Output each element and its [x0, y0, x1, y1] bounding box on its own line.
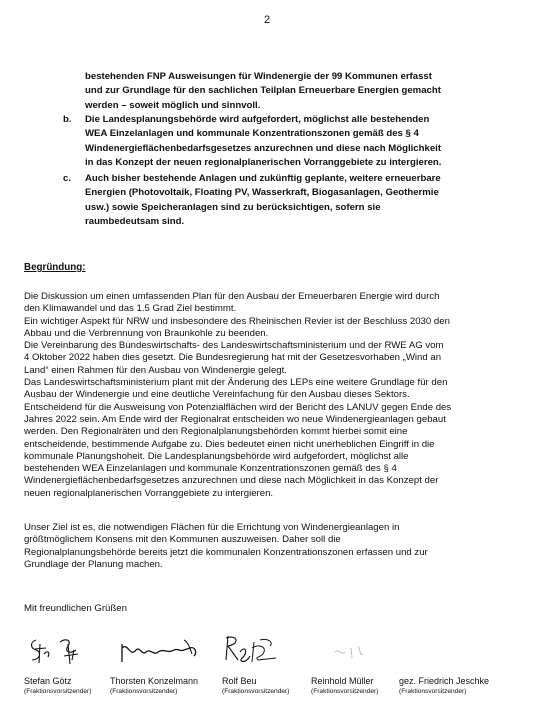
signature-thorsten-konzelmann	[118, 630, 210, 670]
text-line: Grundlage der Planung machen.	[24, 558, 163, 570]
list-item-c	[85, 172, 503, 229]
signatory-name: gez. Friedrich Jeschke	[399, 676, 490, 686]
text-line: raumbedeutsam sind.	[85, 215, 185, 227]
text-line: Entscheidend für die Ausweisung von Potenzialflächen wird der Bericht des LANUV gegen Ende des	[24, 401, 452, 413]
signature-stefan-goetz	[26, 630, 90, 670]
signatory-role: (Fraktionsvorsitzender)	[222, 688, 290, 695]
text-line: den Klimawandel und das 1.5 Grad Ziel bestimmt.	[24, 303, 237, 315]
signatory-name: Thorsten Konzelmann	[110, 676, 199, 686]
signature-reinhold-mueller	[325, 630, 375, 670]
text-line: bestehenden FNP Ausweisungen für Windenergie der 99 Kommunen erfasst	[85, 71, 432, 82]
text-line: Die Landesplanungsbehörde wird aufgefordert, möglichst alle bestehenden	[85, 114, 430, 125]
signatory-role: (Fraktionsvorsitzender)	[311, 688, 379, 695]
ziel-paragraph	[24, 522, 506, 571]
begruendung-paragraph	[24, 291, 506, 500]
text-line: Regionalplanungsbehörde bereits jetzt die kommunalen Konzentrationszonen erfassen und zur	[24, 546, 428, 558]
text-line: Abbau und die Verbrennung von Braunkohle zu beenden.	[24, 327, 269, 339]
signature-rolf-beu	[220, 630, 282, 670]
text-line: Das Landeswirtschaftsministerium plant mit der Änderung des LEPs eine weitere Grundlage für den	[24, 377, 448, 389]
signatory-role: (Fraktionsvorsitzender)	[24, 688, 92, 695]
list-item-b	[85, 113, 503, 170]
text-line: Energien (Photovoltaik, Floating PV, Wasserkraft, Biogasanlagen, Geothermie	[85, 187, 439, 199]
section-heading: Begründung:	[24, 262, 86, 273]
text-line: Auch bisher bestehende Anlagen und zukünftig geplante, weitere erneuerbare	[85, 173, 441, 184]
text-line: Die Vereinbarung des Bundeswirtschafts- des Landeswirtschaftsministerium und der RWE AG vom	[24, 340, 444, 352]
signatory-name: Reinhold Müller	[311, 676, 374, 686]
text-line: werden – soweit möglich und sinnvoll.	[85, 99, 261, 111]
text-line: Windenergieflächenbedarfsgesetzes anzurechnen und diese nach Möglichkeit in das Konzept der	[24, 475, 439, 487]
text-line: Windenergieflächenbedarfsgesetzes anzurechnen und diese nach Möglichkeit	[85, 142, 442, 154]
text-line: größtmöglichem Konsens mit den Kommunen auszuweisen. Daher soll die	[24, 534, 341, 546]
text-line: in das Konzept der neuen regionalplanerischen Vorranggebiete zu intergieren.	[85, 156, 442, 168]
signatory-name: Rolf Beu	[222, 676, 257, 686]
text-line: Ausbau der Windenergie und eine deutliche Vereinfachung für den Ausbau dieses Sektors.	[24, 389, 410, 401]
text-line: bestehenden WEA Einzelanlagen und kommunale Konzentrationszonen gemäß des § 4	[24, 463, 397, 475]
text-line: neuen regionalplanerischen Vorranggebiete zu intergieren.	[24, 487, 274, 499]
text-line: usw.) sowie Speicheranlagen sind zu berücksichtigen, sofern sie	[85, 201, 381, 213]
text-line: Unser Ziel ist es, die notwendigen Flächen für die Errichtung von Windenergieanlagen in	[24, 522, 400, 533]
text-line: Jahres 2022 sein. Am Ende wird der Regionalrat entscheiden wo neue Windenergieanlagen gebaut	[24, 413, 446, 425]
text-line: entscheidende, bestimmende Aufgabe zu. Dies bedeutet einen nicht unerheblichen Eingriff in die	[24, 438, 435, 450]
text-line: kommunale Planungshoheit. Die Landesplanungsbehörde wird aufgefordert, möglichst alle	[24, 450, 409, 462]
text-line: Ein wichtiger Aspekt für NRW und insbesondere des Rheinischen Revier ist der Beschluss 2030 den	[24, 315, 450, 327]
text-line: Land“ einen Rahmen für den Ausbau von Windenergie gelegt.	[24, 364, 287, 376]
text-line: werden. Den Regionalräten und den Regionalplanungsbehörden kommt hierbei somit eine	[24, 426, 408, 438]
signatory-role: (Fraktionsvorsitzender)	[399, 688, 467, 695]
text-line: Die Diskussion um einen umfassenden Plan für den Ausbau der Erneuerbaren Energie wird durch	[24, 291, 440, 302]
page-number: 2	[263, 14, 271, 26]
signatory-role: (Fraktionsvorsitzender)	[110, 688, 178, 695]
signatory-name: Stefan Götz	[24, 676, 72, 686]
list-item-a-continuation	[85, 70, 503, 113]
text-line: WEA Einzelanlagen und kommunale Konzentrationszonen gemäß des § 4	[85, 128, 419, 140]
list-marker-b: b.	[63, 114, 72, 125]
closing-salutation: Mit freundlichen Grüßen	[24, 603, 127, 614]
list-marker-c: c.	[63, 173, 72, 184]
text-line: 4 Oktober 2022 haben dies gesetzt. Die Bundesregierung hat mit der Gesetzesvorhaben „Wind an	[24, 352, 442, 364]
text-line: und zur Grundlage für den sachlichen Teilplan Erneuerbare Energien gemacht	[85, 85, 441, 97]
